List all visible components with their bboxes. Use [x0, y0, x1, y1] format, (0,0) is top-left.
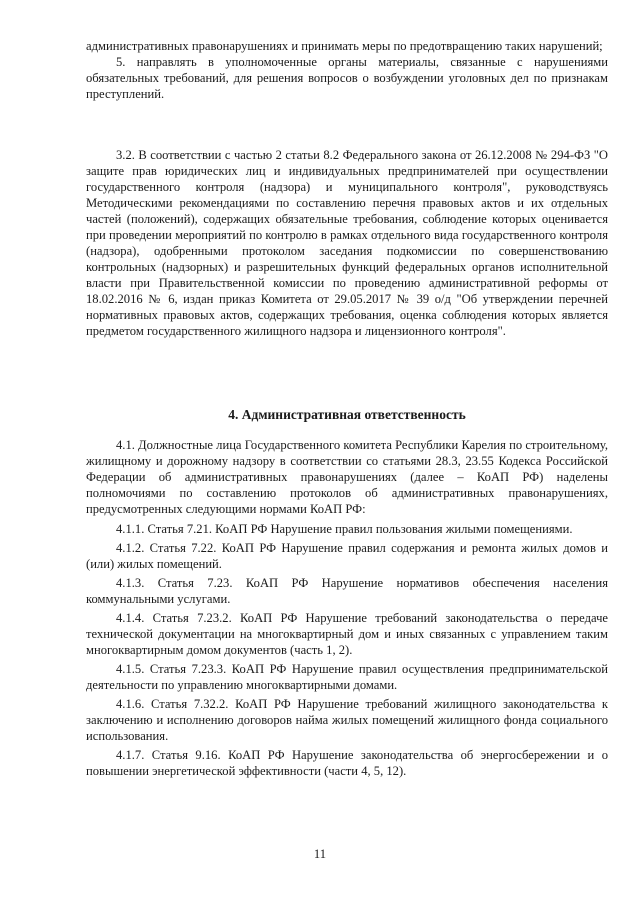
list-item: 4.1.7. Статья 9.16. КоАП РФ Нарушение законодательства об энергосбережении и о повышении энергетической эффективности (части 4, 5, 12).: [86, 748, 608, 778]
list-item: 4.1.2. Статья 7.22. КоАП РФ Нарушение правил содержания и ремонта жилых домов и (или) жилых помещений.: [86, 541, 608, 571]
list-item: 4.1.3. Статья 7.23. КоАП РФ Нарушение нормативов обеспечения населения коммунальными услугами.: [86, 576, 608, 606]
violation-list: [86, 521, 608, 779]
list-item: 4.1.1. Статья 7.21. КоАП РФ Нарушение правил пользования жилыми помещениями.: [116, 522, 573, 536]
list-item: 4.1.6. Статья 7.32.2. КоАП РФ Нарушение требований жилищного законодательства к заключению и исполнению договоров найма жилых помещений жилищного фонда социального использования.: [86, 697, 608, 743]
paragraph-4-1: 4.1. Должностные лица Государственного комитета Республики Карелия по строительному, жилищному и дорожному надзору в соответствии со статьями 28.3, 23.55 Кодекса Российской Федерации об административных правонарушениях (далее – КоАП РФ) наделены полномочиями по составлению протоколов об административных правонарушениях, предусмотренных следующими нормами КоАП РФ:: [86, 438, 608, 516]
paragraph-continuation: административных правонарушениях и принимать меры по предотвращению таких нарушений;: [86, 39, 603, 53]
section-4-body: [86, 437, 608, 782]
paragraph-3-2: 3.2. В соответствии с частью 2 статьи 8.2 Федерального закона от 26.12.2008 № 294-ФЗ "О защите прав юридических лиц и индивидуальных предпринимателей при осуществлении государственного контроля (надзора) и муниципального контроля", руководствуясь Методическими рекомендациями по составлению перечня правовых актов и их отдельных частей (положений), содержащих обязательные требования, соблюдение которых оценивается при проведении мероприятий по контролю в рамках отдельного вида государственного контроля (надзора), одобренными протоколом заседания подкомиссии по совершенствованию контрольных (надзорных) и разрешительных функций федеральных органов исполнительной власти при Правительственной комиссии по проведению административной реформы от 18.02.2016 № 6, издан приказ Комитета от 29.05.2017 № 39 о/д "Об утверждении перечней нормативных правовых актов, содержащих требования, оценка соблюдения которых является предметом государственного жилищного надзора и лицензионного контроля".: [86, 148, 608, 338]
clause-3-2: [86, 147, 608, 339]
page-number: 11: [313, 847, 327, 861]
section-4-heading: 4. Административная ответственность: [228, 407, 466, 422]
list-item: 4.1.4. Статья 7.23.2. КоАП РФ Нарушение требований законодательства о передаче технической документации на многоквартирный дом и иных связанных с управлением таким многоквартирным домом документов (часть 1, 2).: [86, 611, 608, 657]
paragraph-item-5: 5. направлять в уполномоченные органы материалы, связанные с нарушениями обязательных требований, для решения вопросов о возбуждении уголовных дел по признакам преступлений.: [86, 55, 608, 101]
list-item: 4.1.5. Статья 7.23.3. КоАП РФ Нарушение правил осуществления предпринимательской деятельности по управлению многоквартирными домами.: [86, 662, 608, 692]
top-section: [86, 38, 608, 102]
